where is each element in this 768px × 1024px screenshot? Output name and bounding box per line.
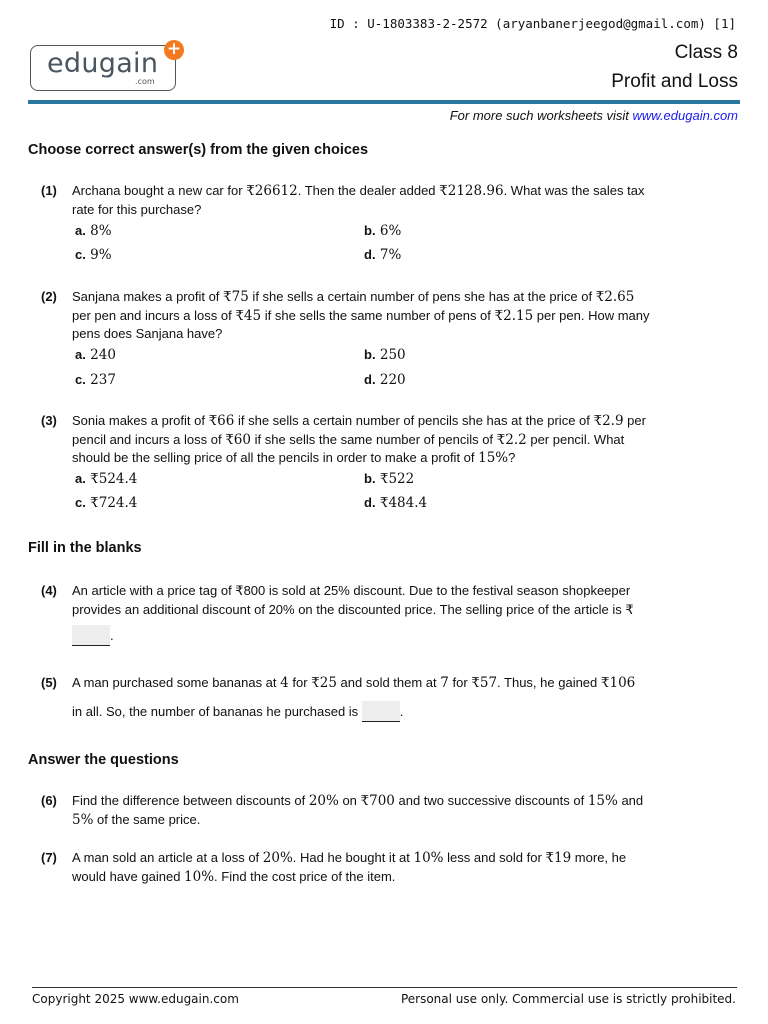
- class-title: Class 8: [674, 42, 738, 63]
- question-text: Archana bought a new car for ₹26612. Then the dealer added ₹2128.96. What was the sales tax rate for this purchase?: [72, 183, 645, 217]
- copyright-text: Copyright 2025 www.edugain.com: [32, 992, 239, 1006]
- usage-notice: Personal use only. Commercial use is strictly prohibited.: [400, 992, 736, 1006]
- worksheet-id: ID : U-1803383-2-2572 (aryanbanerjeegod@gmail.com) [1]: [329, 16, 736, 31]
- question-number: (2): [41, 289, 57, 304]
- question-1: [41, 182, 651, 263]
- question-number: (7): [41, 850, 57, 865]
- option-c[interactable]: c. 9%: [75, 247, 112, 263]
- edugain-logo: [30, 39, 182, 91]
- question-number: (5): [41, 675, 57, 690]
- logo-domain: .com: [135, 77, 155, 86]
- question-number: (1): [41, 183, 57, 198]
- option-b[interactable]: b. ₹522: [364, 471, 415, 487]
- option-c[interactable]: c. ₹724.4: [75, 495, 138, 511]
- option-c[interactable]: c. 237: [75, 372, 116, 388]
- answer-blank[interactable]: [362, 701, 400, 722]
- plus-icon: +: [164, 40, 184, 60]
- option-b[interactable]: b. 250: [364, 347, 406, 363]
- question-7: [41, 849, 651, 886]
- question-number: (6): [41, 793, 57, 808]
- question-text: An article with a price tag of ₹800 is sold at 25% discount. Due to the festival season shopkeeper provides an additional discount of 20% on the discounted price. The selling price of the article is ₹ .: [72, 581, 651, 646]
- visit-note: For more such worksheets visit www.edugain.com: [449, 108, 738, 123]
- answer-blank[interactable]: [72, 625, 110, 646]
- question-text: A man sold an article at a loss of 20%. Had he bought it at 10% less and sold for ₹19 more, he would have gained 10%. Find the cost price of the item.: [72, 850, 627, 885]
- section-heading-answer: Answer the questions: [28, 752, 179, 768]
- option-a[interactable]: a. 8%: [75, 223, 112, 239]
- question-text: Sanjana makes a profit of ₹75 if she sells a certain number of pens she has at the price of ₹2.65 per pen and incurs a loss of ₹45 if she sells the same number of pens of ₹2.15 per pen. How many pens does Sanjana have?: [72, 289, 650, 341]
- question-text: Find the difference between discounts of 20% on ₹700 and two successive discounts of 15% and 5% of the same price.: [72, 793, 644, 828]
- question-4: [41, 581, 651, 646]
- option-a[interactable]: a. 240: [75, 347, 116, 363]
- footer-divider: [32, 987, 737, 988]
- option-d[interactable]: d. ₹484.4: [364, 495, 428, 511]
- question-number: (4): [41, 583, 57, 598]
- question-2: [41, 288, 651, 388]
- option-a[interactable]: a. ₹524.4: [75, 471, 138, 487]
- header-divider: [28, 100, 740, 104]
- question-number: (3): [41, 413, 57, 428]
- option-d[interactable]: d. 7%: [364, 247, 402, 263]
- section-heading-fill: Fill in the blanks: [28, 540, 142, 556]
- question-text: A man purchased some bananas at 4 for ₹25 and sold them at 7 for ₹57. Thus, he gained ₹106 in all. So, the number of bananas he purchased is .: [72, 674, 651, 722]
- question-6: [41, 792, 651, 829]
- section-heading-mcq: Choose correct answer(s) from the given choices: [28, 142, 369, 158]
- topic-title: Profit and Loss: [611, 71, 738, 92]
- question-text: Sonia makes a profit of ₹66 if she sells a certain number of pencils she has at the price of ₹2.9 per pencil and incurs a loss of ₹60 if she sells the same number of pencils of ₹2.2 per pencil. What should be the selling price of all the pencils in order to make a profit of 15%?: [72, 413, 646, 466]
- question-3: [41, 412, 651, 511]
- option-d[interactable]: d. 220: [364, 372, 406, 388]
- question-5: [41, 674, 651, 722]
- option-b[interactable]: b. 6%: [364, 223, 402, 239]
- logo-wordmark: edugain: [47, 48, 159, 79]
- edugain-link[interactable]: www.edugain.com: [632, 108, 738, 123]
